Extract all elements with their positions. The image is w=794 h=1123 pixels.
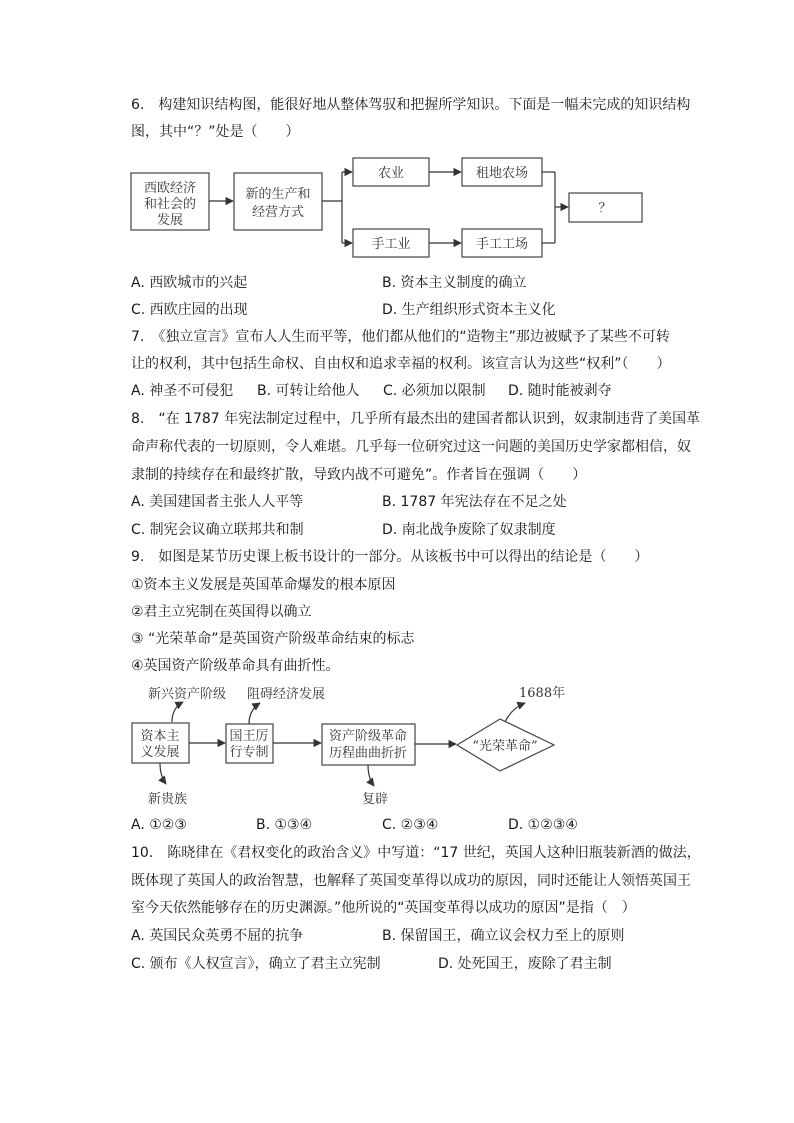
q9-label-1688: 1688年 [519, 686, 566, 701]
q10-option-a[interactable]: A. 英国民众英勇不屈的抗争 [131, 928, 304, 944]
q8-stem-line-2: 命声称代表的一切原则，令人难堪。几乎每一位研究过这一问题的美国历史学家都相信，奴 [131, 439, 691, 455]
q8-option-a[interactable]: A. 美国建国者主张人人平等 [131, 494, 304, 510]
q6-box2-text-2: 经营方式 [251, 205, 305, 220]
q9-box3-text-2: 历程曲曲折折 [328, 746, 408, 761]
q9-arrow-down-2 [368, 765, 374, 786]
q7-option-c[interactable]: C. 必须加以限制 [383, 383, 486, 399]
q9-diamond-text: “光荣革命” [472, 739, 538, 754]
q9-statement-3: ③ “光荣革命”是英国资产阶级革命结束的标志 [131, 631, 415, 647]
q10-stem-line-3: 室今天依然能够存在的历史渊源。”他所说的“英国变革得以成功的原因”是指（ ） [131, 900, 636, 916]
q6-stem-line-2: 图，其中“？”处是（ ） [131, 124, 300, 140]
q9-statement-2: ②君主立宪制在英国得以确立 [131, 604, 312, 620]
q9-label-restoration: 复辟 [362, 792, 389, 807]
q9-arrow-down-1 [160, 763, 166, 784]
q9-option-b[interactable]: B. ①③④ [256, 817, 313, 833]
q9-box3-text-1: 资产阶级革命 [328, 729, 408, 744]
q9-arrow-up-2 [249, 703, 260, 724]
q6-box4-text: 租地农场 [475, 166, 529, 181]
q9-statement-1: ①资本主义发展是英国革命爆发的根本原因 [131, 577, 396, 593]
q7-option-d[interactable]: D. 随时能被剥夺 [508, 383, 612, 399]
q6-box2-text-1: 新的生产和 [245, 187, 311, 202]
q6-box1-text-3: 发展 [156, 213, 184, 228]
q6-box5-text: 手工业 [371, 237, 411, 252]
q10-option-b[interactable]: B. 保留国王，确立议会权力至上的原则 [382, 928, 625, 944]
q8-option-c[interactable]: C. 制宪会议确立联邦共和制 [131, 522, 304, 538]
q8-option-d[interactable]: D. 南北战争废除了奴隶制度 [382, 522, 556, 538]
q9-arrow-up-3 [505, 703, 525, 722]
q8-stem-line-1: 8. “在 1787 年宪法制定过程中，几乎所有最杰出的建国者都认识到，奴隶制违背了美国革 [131, 411, 701, 427]
q9-option-a[interactable]: A. ①②③ [131, 817, 187, 833]
q6-stem-line-1: 6. 构建知识结构图，能很好地从整体驾驭和把握所学知识。下面是一幅未完成的知识结构 [131, 97, 691, 113]
q10-option-d[interactable]: D. 处死国王，废除了君主制 [438, 956, 612, 972]
q6-box6-text: 手工工场 [475, 237, 529, 252]
q9-box1-text-1: 资本主 [140, 729, 180, 744]
q6-option-d[interactable]: D. 生产组织形式资本主义化 [382, 302, 556, 318]
q10-stem-line-1: 10. 陈晓律在《君权变化的政治含义》中写道：“17 世纪，英国人这种旧瓶装新酒的做法， [131, 845, 701, 861]
q6-box1-text-2: 和社会的 [143, 197, 197, 212]
q9-box2-text-1: 国王厉 [229, 729, 269, 744]
q6-box7-text: ？ [598, 201, 612, 216]
q6-box3-text: 农业 [377, 166, 405, 181]
q6-option-c[interactable]: C. 西欧庄园的出现 [131, 302, 248, 318]
q10-stem-line-2: 既体现了英国人的政治智慧，也解释了英国变革得以成功的原因，同时还能让人领悟英国王 [131, 873, 691, 889]
q8-stem-line-3: 隶制的持续存在和最终扩散，导致内战不可避免”。作者旨在强调（ ） [131, 467, 587, 483]
q9-option-c[interactable]: C. ②③④ [382, 817, 439, 833]
q6-box1-text-1: 西欧经济 [143, 181, 197, 196]
q7-stem-line-1: 7. 《独立宣言》宣布人人生而平等，他们都从他们的“造物主”那边被赋予了某些不可转 [131, 329, 670, 345]
q7-option-a[interactable]: A. 神圣不可侵犯 [131, 383, 234, 399]
q9-label-new-nobility: 新贵族 [148, 792, 188, 807]
q6-option-a[interactable]: A. 西欧城市的兴起 [131, 275, 248, 291]
q6-option-b[interactable]: B. 资本主义制度的确立 [382, 275, 527, 291]
q7-stem-line-2: 让的权利，其中包括生命权、自由权和追求幸福的权利。该宣言认为这些“权利”（ ） [131, 356, 671, 372]
q9-statement-4: ④英国资产阶级革命具有曲折性。 [131, 658, 340, 674]
q9-stem-line-1: 9. 如图是某节历史课上板书设计的一部分。从该板书中可以得出的结论是（ ） [131, 549, 649, 565]
q8-option-b[interactable]: B. 1787 年宪法存在不足之处 [382, 494, 567, 510]
q10-option-c[interactable]: C. 颁布《人权宣言》，确立了君主立宪制 [131, 956, 381, 972]
q9-box2-text-2: 行专制 [229, 745, 269, 760]
q9-option-d[interactable]: D. ①②③④ [508, 817, 578, 833]
q7-option-b[interactable]: B. 可转让给他人 [257, 383, 360, 399]
q9-box1-text-2: 义发展 [140, 745, 180, 760]
q9-label-hinder-economy: 阻碍经济发展 [247, 687, 326, 702]
q9-label-new-bourgeoisie: 新兴资产阶级 [148, 687, 227, 702]
q9-arrow-up-1 [172, 702, 183, 722]
